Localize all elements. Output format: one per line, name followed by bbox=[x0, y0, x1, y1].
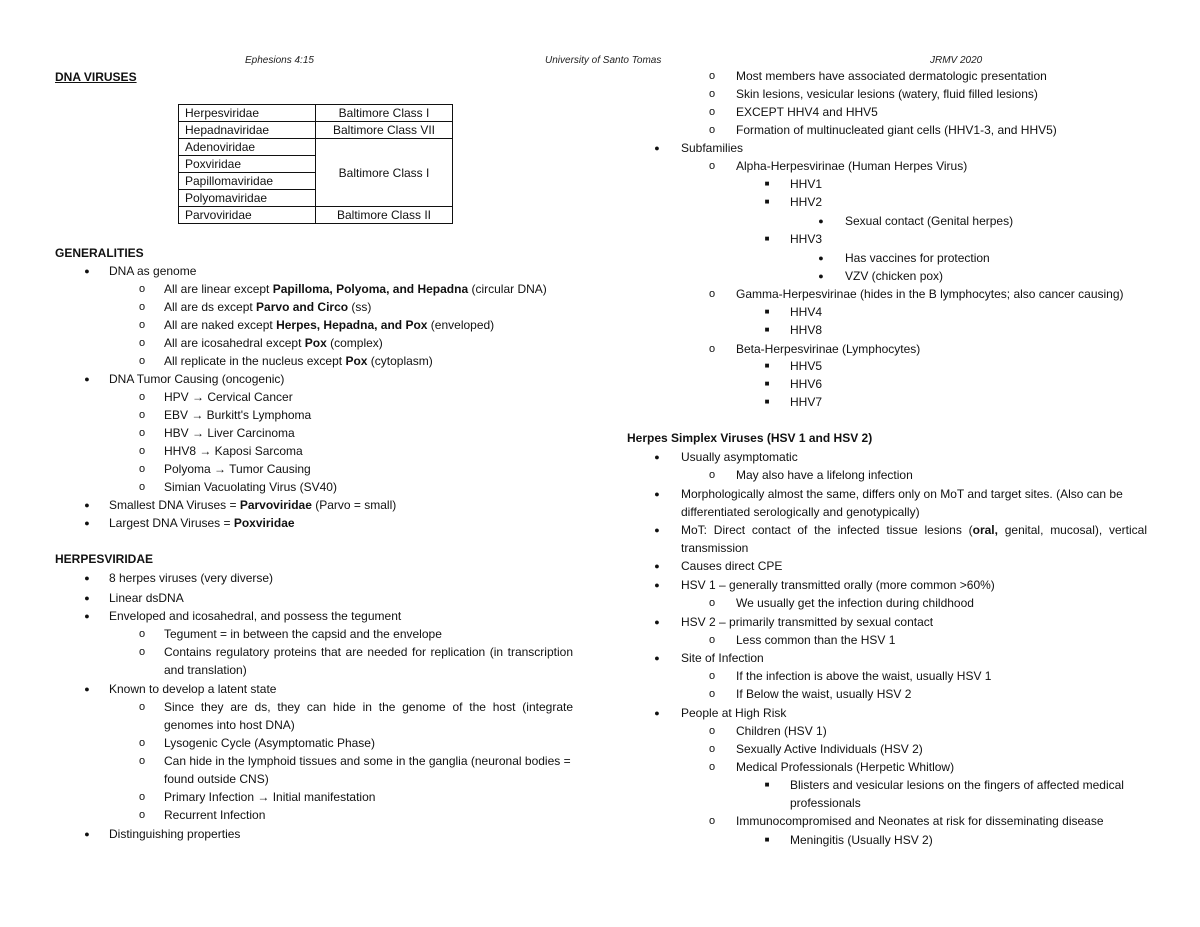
bullet-square: ■ bbox=[764, 379, 770, 388]
table-row bbox=[179, 122, 453, 139]
list-item: Can hide in the lymphoid tissues and some in the ganglia (neuronal bodies = found outside CNS) bbox=[164, 754, 571, 786]
list-item: All are linear except Papilloma, Polyoma, and Hepadna (circular DNA) bbox=[164, 282, 547, 296]
list-item: Site of Infection bbox=[681, 651, 764, 665]
bullet-circle: o bbox=[708, 743, 716, 755]
table-cell: Papillomaviridae bbox=[179, 173, 316, 190]
bullet-circle: o bbox=[708, 288, 716, 300]
bullet-circle: o bbox=[708, 106, 716, 118]
list-item: All are ds except Parvo and Circo (ss) bbox=[164, 300, 372, 314]
bullet-dot: ● bbox=[84, 829, 90, 839]
list-item: Enveloped and icosahedral, and possess the tegument bbox=[109, 609, 402, 623]
bullet-circle: o bbox=[138, 481, 146, 493]
list-item: Alpha-Herpesvirinae (Human Herpes Virus) bbox=[736, 159, 968, 173]
bullet-dot: ● bbox=[654, 143, 660, 153]
bullet-circle: o bbox=[138, 391, 146, 403]
bullet-dot: ● bbox=[84, 684, 90, 694]
table-cell: Hepadnaviridae bbox=[179, 122, 316, 139]
list-item: HHV8 bbox=[790, 323, 823, 337]
table-cell: Adenoviridae bbox=[179, 139, 316, 156]
bullet-dot: ● bbox=[654, 617, 660, 627]
list-item: Most members have associated dermatologic presentation bbox=[736, 69, 1047, 83]
list-item: Distinguishing properties bbox=[109, 827, 241, 841]
bullet-dot: ● bbox=[654, 653, 660, 663]
list-item: HSV 1 – generally transmitted orally (more common >60%) bbox=[681, 578, 995, 592]
generalities-title: GENERALITIES bbox=[55, 246, 144, 260]
bullet-square: ■ bbox=[764, 361, 770, 370]
list-item: Recurrent Infection bbox=[164, 808, 266, 822]
list-item: Beta-Herpesvirinae (Lymphocytes) bbox=[736, 342, 921, 356]
list-item: Simian Vacuolating Virus (SV40) bbox=[164, 480, 337, 494]
list-item: Tegument = in between the capsid and the envelope bbox=[164, 627, 442, 641]
bullet-circle: o bbox=[708, 670, 716, 682]
list-item: Children (HSV 1) bbox=[736, 724, 827, 738]
header-left: Ephesions 4:15 bbox=[245, 55, 314, 66]
list-item: Known to develop a latent state bbox=[109, 682, 277, 696]
bullet-dot: ● bbox=[84, 611, 90, 621]
list-item: May also have a lifelong infection bbox=[736, 468, 913, 482]
list-item: HHV3 bbox=[790, 232, 823, 246]
list-item: Since they are ds, they can hide in the genome of the host (integrate genomes into host DNA) bbox=[164, 700, 573, 732]
bullet-circle: o bbox=[138, 791, 146, 803]
bullet-dot: ● bbox=[818, 271, 824, 281]
list-item: Smallest DNA Viruses = Parvoviridae (Parvo = small) bbox=[109, 498, 397, 512]
baltimore-table bbox=[178, 104, 453, 224]
list-item: Lysogenic Cycle (Asymptomatic Phase) bbox=[164, 736, 375, 750]
list-item: All are icosahedral except Pox (complex) bbox=[164, 336, 383, 350]
bullet-square: ■ bbox=[764, 325, 770, 334]
bullet-dot: ● bbox=[654, 525, 660, 535]
bullet-circle: o bbox=[138, 755, 146, 767]
bullet-circle: o bbox=[138, 445, 146, 457]
bullet-circle: o bbox=[138, 337, 146, 349]
bullet-dot: ● bbox=[84, 266, 90, 276]
header-center: University of Santo Tomas bbox=[545, 55, 662, 66]
bullet-dot: ● bbox=[84, 573, 90, 583]
bullet-square: ■ bbox=[764, 397, 770, 406]
list-item: People at High Risk bbox=[681, 706, 787, 720]
bullet-square: ■ bbox=[764, 307, 770, 316]
bullet-circle: o bbox=[138, 646, 146, 658]
bullet-circle: o bbox=[708, 469, 716, 481]
list-item: Morphologically almost the same, differs only on MoT and target sites. (Also can be differentiated serologically and genotypically) bbox=[681, 487, 1123, 519]
list-item: HHV7 bbox=[790, 395, 823, 409]
bullet-square: ■ bbox=[764, 197, 770, 206]
bullet-circle: o bbox=[708, 634, 716, 646]
list-item: MoT: Direct contact of the infected tissue lesions (oral, genital, mucosal), vertical transmission bbox=[681, 523, 1147, 555]
bullet-circle: o bbox=[138, 809, 146, 821]
list-item: DNA Tumor Causing (oncogenic) bbox=[109, 372, 285, 386]
list-item: HHV2 bbox=[790, 195, 823, 209]
list-item: Skin lesions, vesicular lesions (watery, fluid filled lesions) bbox=[736, 87, 1038, 101]
list-item: HHV1 bbox=[790, 177, 823, 191]
table-cell: Poxviridae bbox=[179, 156, 316, 173]
list-item: Usually asymptomatic bbox=[681, 450, 798, 464]
bullet-dot: ● bbox=[84, 593, 90, 603]
table-cell: Baltimore Class I bbox=[316, 139, 453, 207]
table-row bbox=[179, 139, 453, 156]
list-item: Has vaccines for protection bbox=[845, 251, 990, 265]
list-item: Less common than the HSV 1 bbox=[736, 633, 896, 647]
bullet-dot: ● bbox=[818, 216, 824, 226]
list-item: Sexually Active Individuals (HSV 2) bbox=[736, 742, 923, 756]
page-title: DNA VIRUSES bbox=[55, 70, 137, 84]
bullet-circle: o bbox=[138, 301, 146, 313]
bullet-dot: ● bbox=[84, 374, 90, 384]
table-cell: Baltimore Class I bbox=[316, 105, 453, 122]
bullet-circle: o bbox=[138, 409, 146, 421]
list-item: Formation of multinucleated giant cells (HHV1-3, and HHV5) bbox=[736, 123, 1057, 137]
bullet-dot: ● bbox=[654, 708, 660, 718]
list-item: HHV4 bbox=[790, 305, 823, 319]
list-item: Medical Professionals (Herpetic Whitlow) bbox=[736, 760, 955, 774]
bullet-circle: o bbox=[138, 463, 146, 475]
list-item: Gamma-Herpesvirinae (hides in the B lymphocytes; also cancer causing) bbox=[736, 287, 1124, 301]
bullet-circle: o bbox=[138, 355, 146, 367]
list-item: Causes direct CPE bbox=[681, 559, 783, 573]
bullet-dot: ● bbox=[654, 580, 660, 590]
list-item: 8 herpes viruses (very diverse) bbox=[109, 571, 274, 585]
list-item: If Below the waist, usually HSV 2 bbox=[736, 687, 912, 701]
list-item: Polyoma → Tumor Causing bbox=[164, 462, 311, 476]
table-cell: Baltimore Class VII bbox=[316, 122, 453, 139]
list-item: HPV → Cervical Cancer bbox=[164, 390, 293, 404]
table-row bbox=[179, 105, 453, 122]
list-item: Primary Infection → Initial manifestation bbox=[164, 790, 376, 804]
bullet-circle: o bbox=[138, 319, 146, 331]
list-item: Sexual contact (Genital herpes) bbox=[845, 214, 1014, 228]
list-item: All are naked except Herpes, Hepadna, and Pox (enveloped) bbox=[164, 318, 495, 332]
table-cell: Baltimore Class II bbox=[316, 207, 453, 224]
list-item: HHV5 bbox=[790, 359, 823, 373]
bullet-circle: o bbox=[138, 283, 146, 295]
bullet-circle: o bbox=[708, 124, 716, 136]
bullet-square: ■ bbox=[764, 780, 770, 789]
herpesviridae-title: HERPESVIRIDAE bbox=[55, 552, 154, 566]
bullet-circle: o bbox=[138, 701, 146, 713]
table-cell: Herpesviridae bbox=[179, 105, 316, 122]
list-item: HSV 2 – primarily transmitted by sexual contact bbox=[681, 615, 934, 629]
list-item: EXCEPT HHV4 and HHV5 bbox=[736, 105, 878, 119]
list-item: HBV → Liver Carcinoma bbox=[164, 426, 295, 440]
table-cell: Polyomaviridae bbox=[179, 190, 316, 207]
bullet-circle: o bbox=[708, 70, 716, 82]
bullet-circle: o bbox=[138, 427, 146, 439]
bullet-dot: ● bbox=[84, 500, 90, 510]
bullet-circle: o bbox=[708, 88, 716, 100]
bullet-circle: o bbox=[708, 343, 716, 355]
bullet-circle: o bbox=[708, 725, 716, 737]
header-right: JRMV 2020 bbox=[930, 55, 983, 66]
list-item: VZV (chicken pox) bbox=[845, 269, 944, 283]
list-item: Blisters and vesicular lesions on the fingers of affected medical professionals bbox=[790, 778, 1124, 810]
bullet-dot: ● bbox=[654, 452, 660, 462]
bullet-dot: ● bbox=[818, 253, 824, 263]
list-item: We usually get the infection during childhood bbox=[736, 596, 974, 610]
bullet-dot: ● bbox=[654, 561, 660, 571]
list-item: HHV6 bbox=[790, 377, 823, 391]
hsv-title: Herpes Simplex Viruses (HSV 1 and HSV 2) bbox=[627, 431, 873, 445]
bullet-square: ■ bbox=[764, 179, 770, 188]
bullet-square: ■ bbox=[764, 835, 770, 844]
bullet-dot: ● bbox=[654, 489, 660, 499]
bullet-circle: o bbox=[708, 160, 716, 172]
bullet-square: ■ bbox=[764, 234, 770, 243]
list-item: Linear dsDNA bbox=[109, 591, 184, 605]
bullet-circle: o bbox=[708, 761, 716, 773]
list-item: Largest DNA Viruses = Poxviridae bbox=[109, 516, 295, 530]
table-row bbox=[179, 207, 453, 224]
list-item: All replicate in the nucleus except Pox (cytoplasm) bbox=[164, 354, 433, 368]
list-item: Meningitis (Usually HSV 2) bbox=[790, 833, 933, 847]
list-item: Immunocompromised and Neonates at risk for disseminating disease bbox=[736, 814, 1104, 828]
bullet-circle: o bbox=[708, 815, 716, 827]
bullet-dot: ● bbox=[84, 518, 90, 528]
list-item: DNA as genome bbox=[109, 264, 197, 278]
list-item: Contains regulatory proteins that are needed for replication (in transcription and translation) bbox=[164, 645, 573, 677]
list-item: Subfamilies bbox=[681, 141, 744, 155]
bullet-circle: o bbox=[138, 628, 146, 640]
bullet-circle: o bbox=[708, 688, 716, 700]
list-item: EBV → Burkitt's Lymphoma bbox=[164, 408, 312, 422]
list-item: HHV8 → Kaposi Sarcoma bbox=[164, 444, 303, 458]
table-cell: Parvoviridae bbox=[179, 207, 316, 224]
list-item: If the infection is above the waist, usually HSV 1 bbox=[736, 669, 992, 683]
bullet-circle: o bbox=[138, 737, 146, 749]
bullet-circle: o bbox=[708, 597, 716, 609]
